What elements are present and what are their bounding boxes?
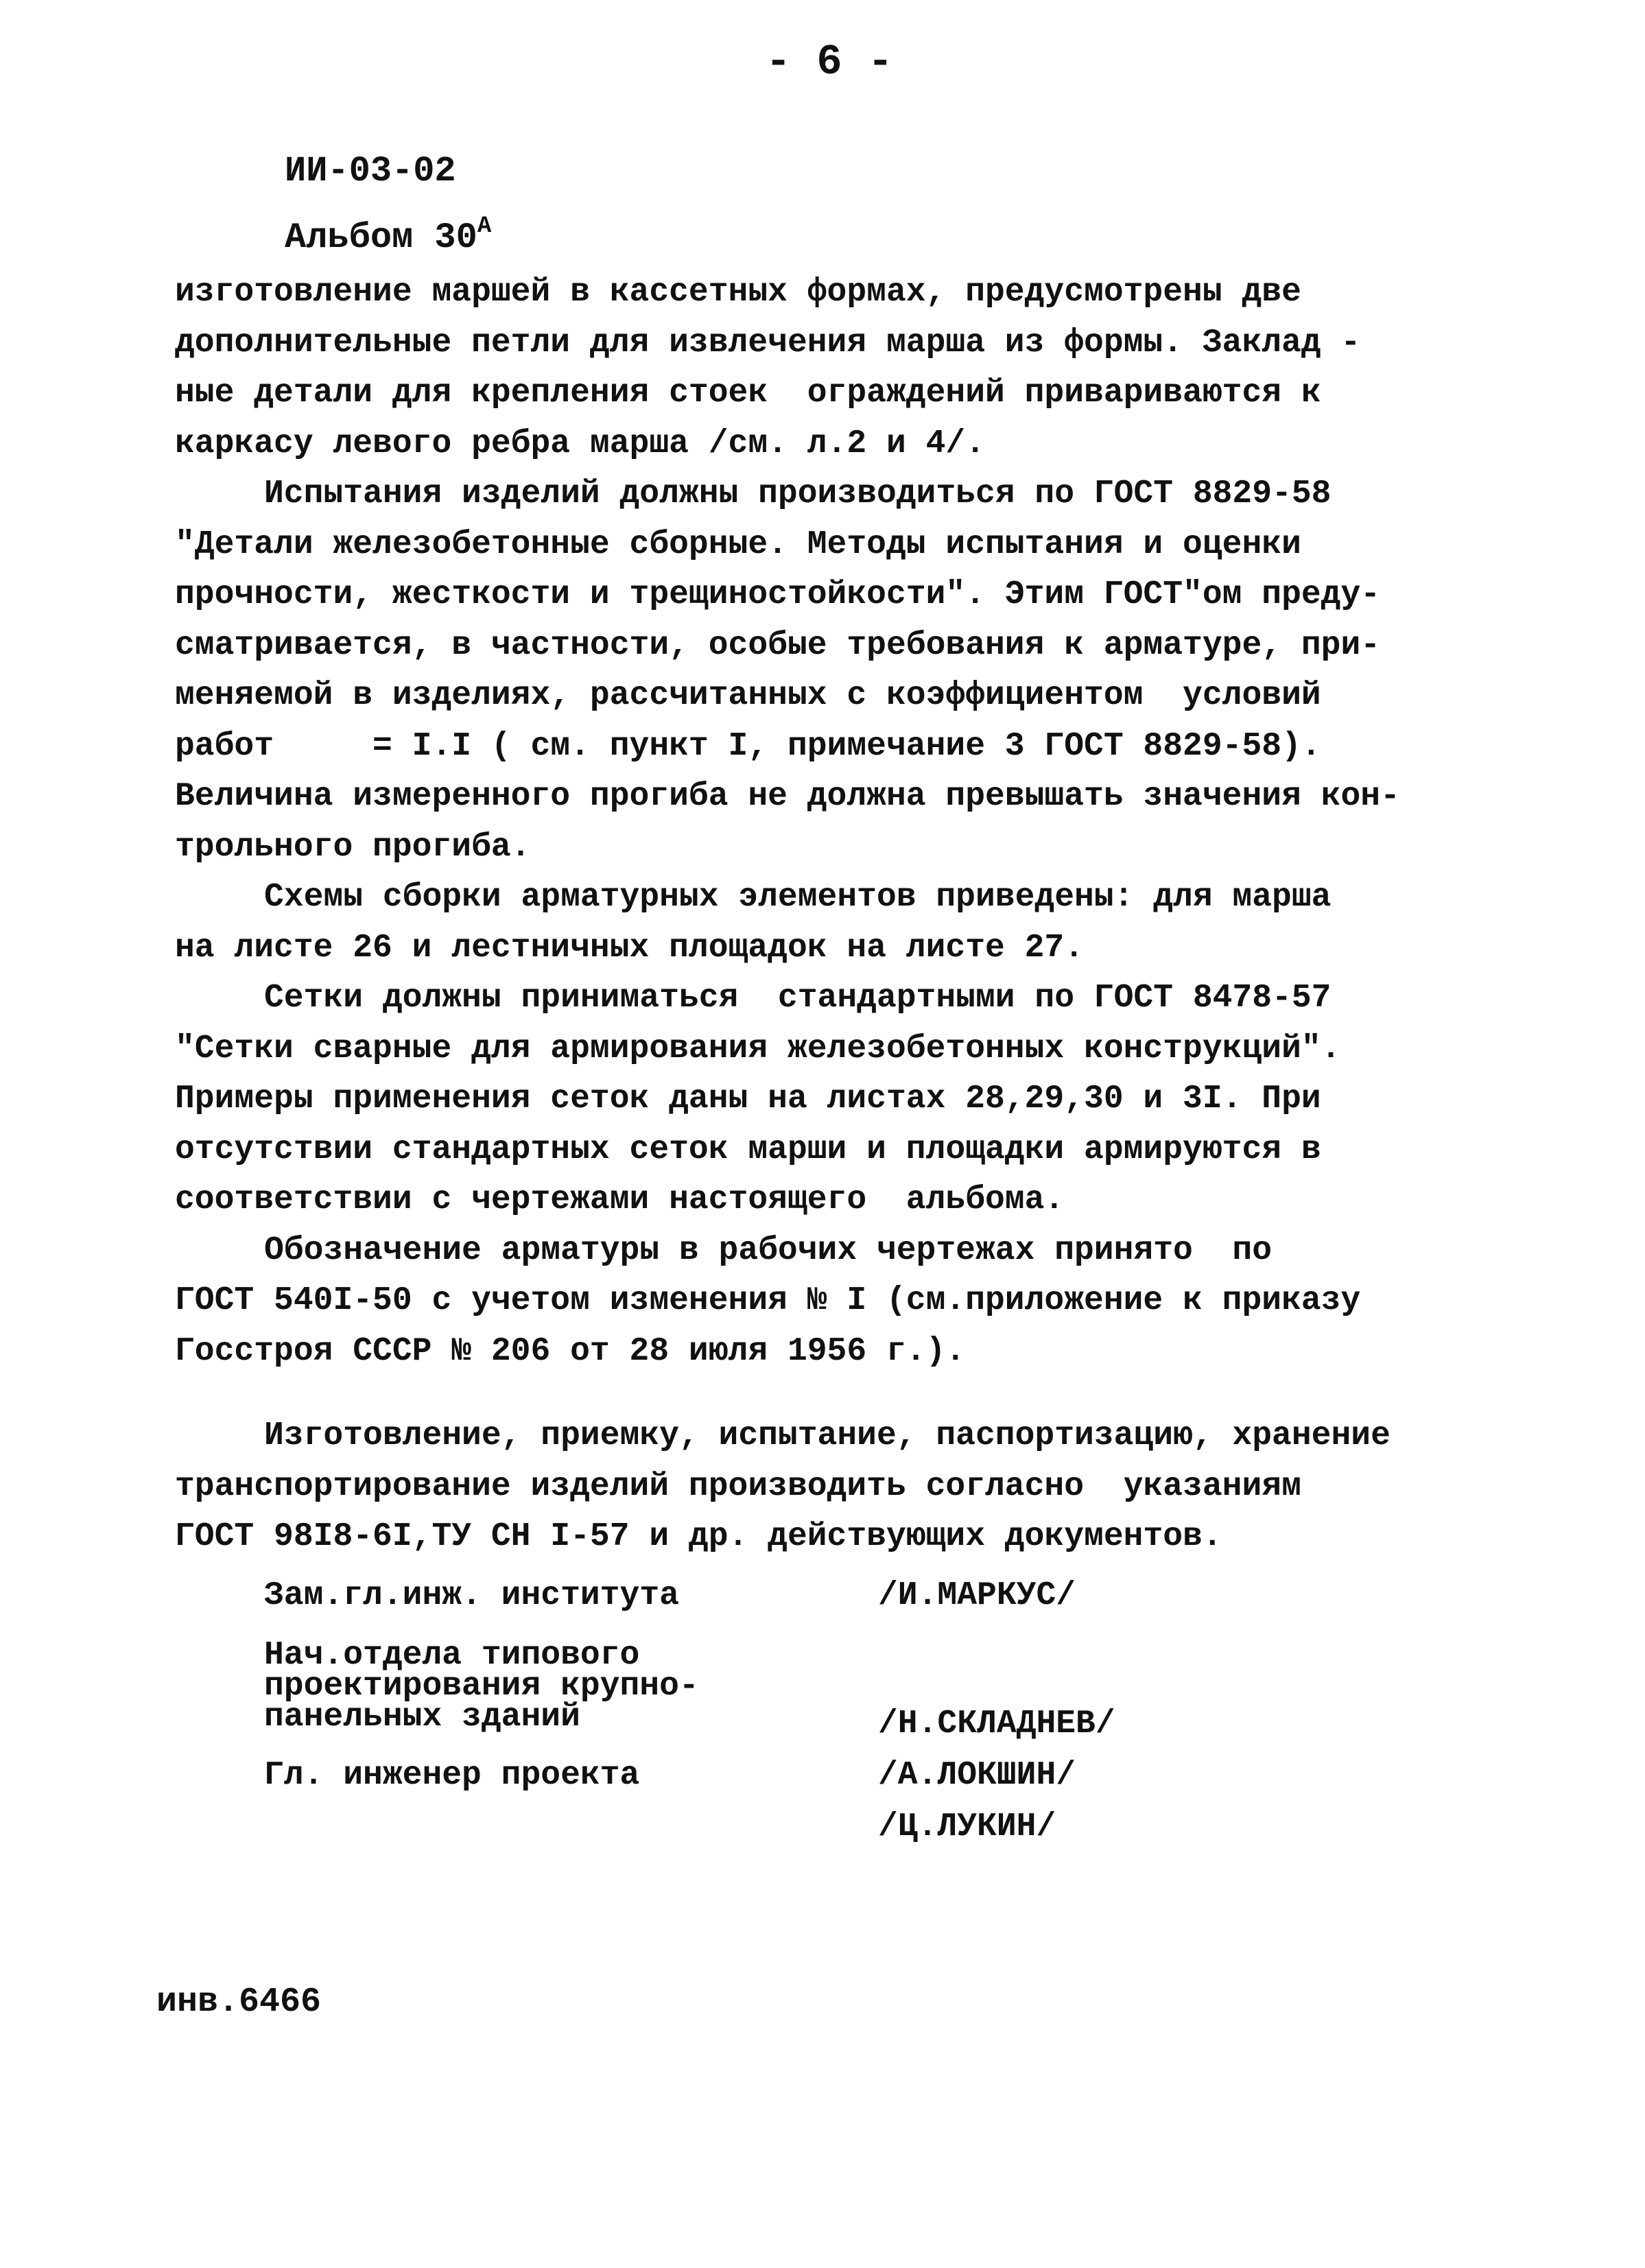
- text-line: Обозначение арматуры в рабочих чертежах принято по: [264, 1231, 1273, 1269]
- paragraph: [175, 268, 1478, 469]
- text-line: прочности, жесткости и трещиностойкости". Этим ГОСТ"ом преду-: [175, 576, 1381, 613]
- text-line: изготовление маршей в кассетных формах, предусмотрены две: [175, 274, 1301, 311]
- album-suffix: А: [477, 213, 492, 239]
- text-line: меняемой в изделиях, рассчитанных с коэффициентом условий: [175, 677, 1321, 714]
- signature-role: Гл. инженер проекта: [264, 1757, 640, 1794]
- signature-block: [264, 1571, 1430, 1859]
- text-line: соответствии с чертежами настоящего альбома.: [175, 1181, 1065, 1218]
- text-line: Сетки должны приниматься стандартными по ГОСТ 8478-57: [264, 980, 1332, 1017]
- album-prefix: Альбом 30: [285, 217, 477, 258]
- signature-row: [264, 1619, 1430, 1756]
- document-code: ИИ-03-02: [285, 151, 456, 191]
- paragraph: [175, 1411, 1478, 1563]
- paragraph: [175, 873, 1478, 973]
- paragraph: [175, 973, 1478, 1226]
- text-line: на листе 26 и лестничных площадок на листе 27.: [175, 929, 1085, 967]
- text-line: ные детали для крепления стоек ограждений привариваются к: [175, 375, 1321, 412]
- signature-role: Нач.отдела типового: [264, 1637, 640, 1674]
- text-line: Госстроя СССР № 206 от 28 июля 1956 г.).: [175, 1332, 966, 1370]
- album-label: [285, 199, 491, 265]
- signature-name: /И.МАРКУС/: [878, 1577, 1076, 1614]
- text-line: дополнительные петли для извлечения марша из формы. Заклад -: [175, 324, 1361, 362]
- text-line: "Детали железобетонные сборные. Методы испытания и оценки: [175, 525, 1301, 563]
- text-line: Величина измеренного прогиба не должна превышать значения кон-: [175, 778, 1400, 815]
- text-line: "Сетки сварные для армирования железобетонных конструкций".: [175, 1030, 1341, 1067]
- text-line: трольного прогиба.: [175, 828, 531, 866]
- signature-row: [264, 1756, 1430, 1808]
- text-line: Изготовление, приемку, испытание, паспортизацию, хранение: [264, 1417, 1390, 1454]
- text-line: Схемы сборки арматурных элементов приведены: для марша: [264, 879, 1332, 916]
- document-header: [285, 144, 491, 265]
- text-line: отсутствии стандартных сеток марши и площадки армируются в: [175, 1131, 1321, 1168]
- paragraph: [175, 469, 1478, 873]
- text-line: ГОСТ 540I-50 с учетом изменения № I (см.приложение к приказу: [175, 1282, 1361, 1319]
- paragraph-gap: [175, 1377, 1478, 1411]
- page-number: - 6 -: [765, 38, 894, 86]
- signature-role: панельных зданий: [264, 1699, 580, 1736]
- text-line: каркасу левого ребра марша /см. л.2 и 4/.: [175, 425, 985, 462]
- inventory-number: инв.6466: [156, 1983, 322, 2022]
- signature-name: /Ц.ЛУКИН/: [878, 1808, 1056, 1845]
- body-text: [175, 268, 1478, 1563]
- text-line: ГОСТ 98I8-6I,ТУ СН I-57 и др. действующих документов.: [175, 1518, 1222, 1555]
- signature-row: [264, 1571, 1430, 1619]
- paragraph: [175, 1226, 1478, 1378]
- signature-row: [264, 1808, 1430, 1859]
- signature-role: проектирования крупно-: [264, 1668, 699, 1705]
- signature-name: /А.ЛОКШИН/: [878, 1757, 1076, 1794]
- signature-role: Зам.гл.инж. института: [264, 1577, 679, 1614]
- text-line: транспортирование изделий производить согласно указаниям: [175, 1467, 1301, 1505]
- text-line: Примеры применения сеток даны на листах 28,29,30 и 3I. При: [175, 1080, 1321, 1118]
- text-line: сматривается, в частности, особые требования к арматуре, при-: [175, 626, 1381, 664]
- text-line: работ = I.I ( см. пункт I, примечание 3 ГОСТ 8829-58).: [175, 727, 1321, 765]
- signature-name: /Н.СКЛАДНЕВ/: [878, 1705, 1115, 1743]
- text-line: Испытания изделий должны производиться по ГОСТ 8829-58: [264, 475, 1332, 512]
